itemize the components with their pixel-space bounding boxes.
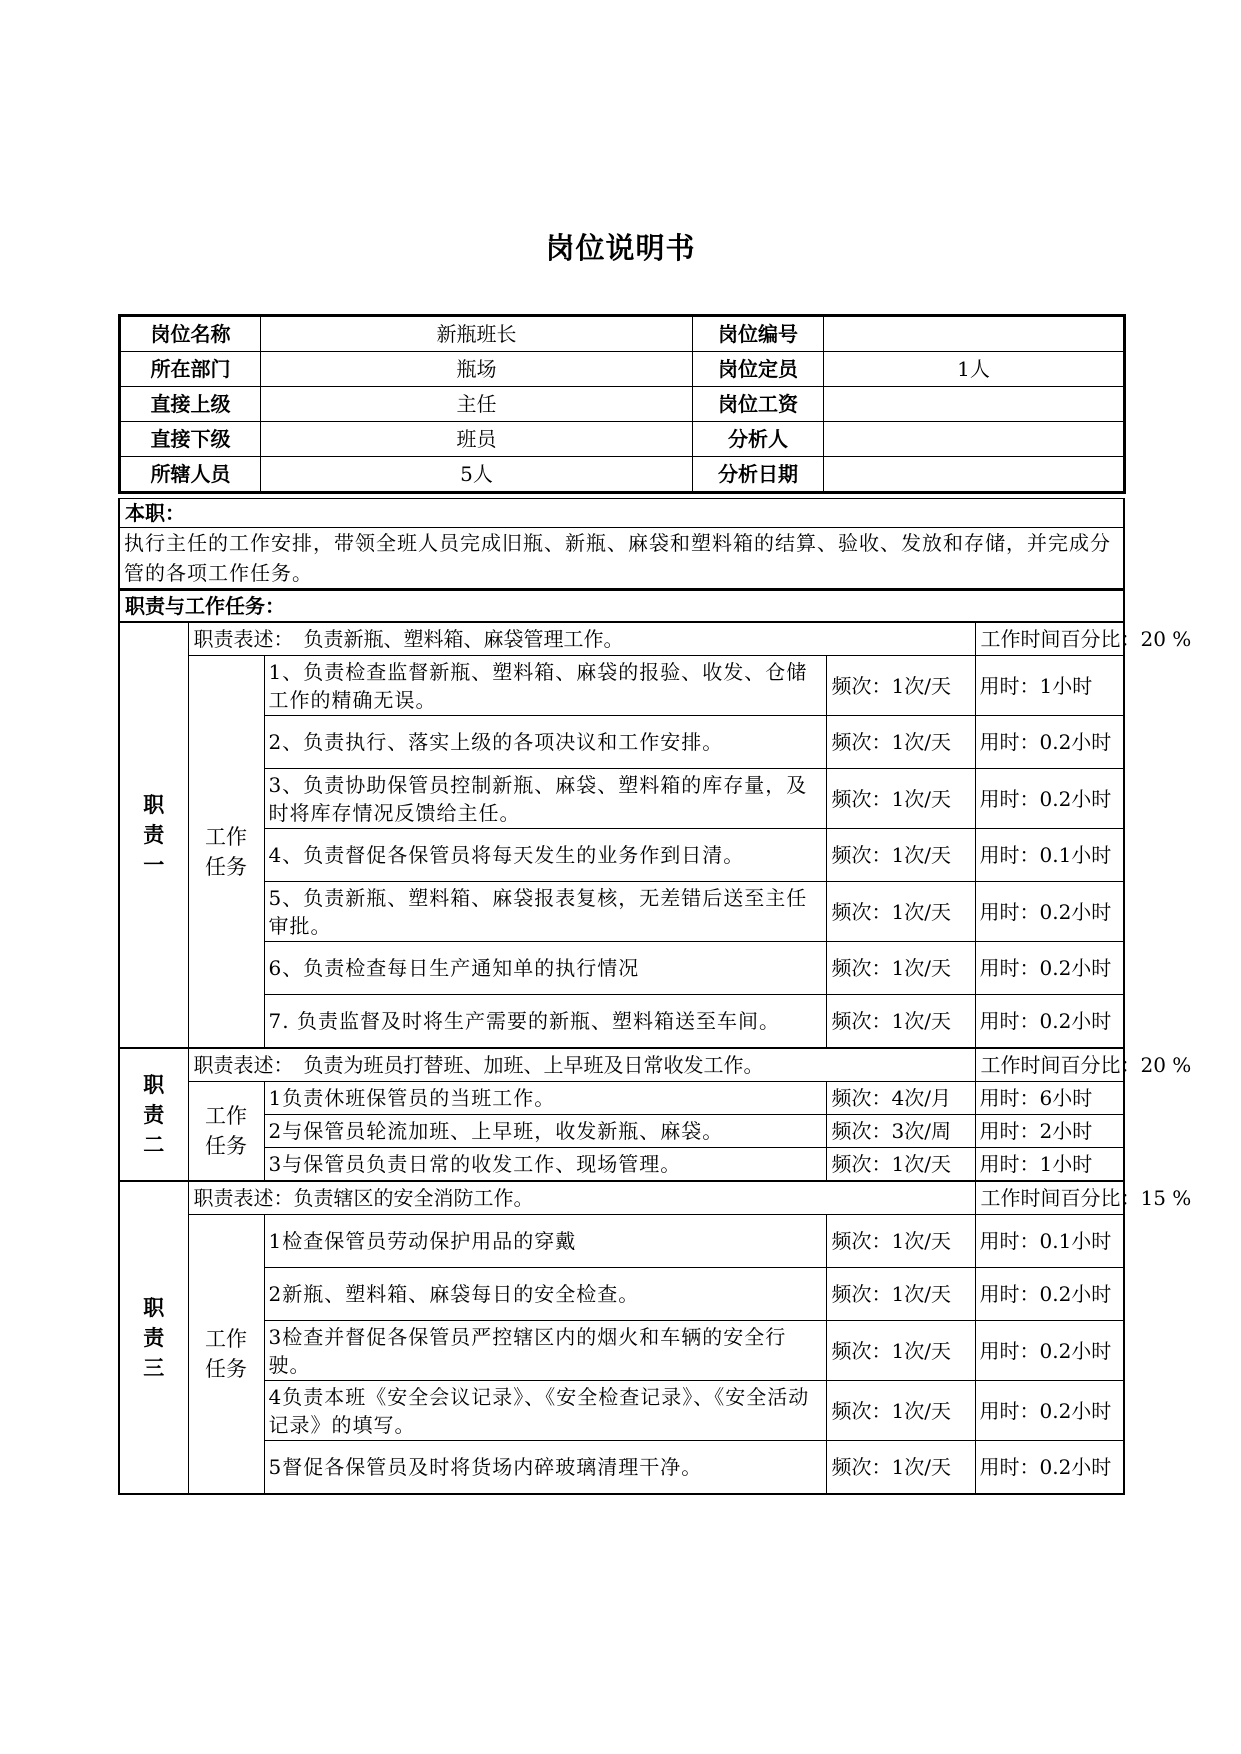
task-duration: 用时：1小时 <box>975 1148 1124 1182</box>
task-text: 2、负责执行、落实上级的各项决议和工作安排。 <box>264 716 826 769</box>
task-frequency: 频次：1次/天 <box>826 942 975 995</box>
main-duty-text: 执行主任的工作安排，带领全班人员完成旧瓶、新瓶、麻袋和塑料箱的结算、验收、发放和存储，并完成分管的各项工作任务。 <box>119 528 1124 590</box>
task-frequency: 频次：1次/天 <box>826 1321 975 1381</box>
task-duration: 用时：6小时 <box>975 1082 1124 1115</box>
info-value <box>824 422 1125 457</box>
task-row <box>119 1115 1124 1148</box>
info-value: 5人 <box>261 457 693 493</box>
task-text: 4、负责督促各保管员将每天发生的业务作到日清。 <box>264 829 826 882</box>
time-percentage: 工作时间百分比：20 % <box>975 622 1124 656</box>
duty-label-text: 职责三 <box>143 1295 165 1380</box>
info-value: 主任 <box>261 387 693 422</box>
task-frequency: 频次：4次/月 <box>826 1082 975 1115</box>
duties-heading-row <box>119 590 1124 623</box>
task-row <box>119 656 1124 716</box>
duty-description-row <box>119 1048 1124 1082</box>
task-frequency: 频次：1次/天 <box>826 995 975 1049</box>
task-label <box>188 656 264 1049</box>
task-text: 1、负责检查监督新瓶、塑料箱、麻袋的报验、收发、仓储工作的精确无误。 <box>264 656 826 716</box>
task-text: 5、负责新瓶、塑料箱、麻袋报表复核，无差错后送至主任审批。 <box>264 882 826 942</box>
task-row <box>119 995 1124 1049</box>
task-duration: 用时：0.2小时 <box>975 1321 1124 1381</box>
task-frequency: 频次：1次/天 <box>826 1268 975 1321</box>
task-frequency: 频次：1次/天 <box>826 1381 975 1441</box>
task-row <box>119 1268 1124 1321</box>
task-label <box>188 1082 264 1182</box>
duty-description-row <box>119 622 1124 656</box>
task-duration: 用时：0.2小时 <box>975 995 1124 1049</box>
main-duty-text-row <box>119 528 1124 590</box>
time-percentage: 工作时间百分比：15 % <box>975 1181 1124 1215</box>
info-label: 岗位编号 <box>693 316 824 352</box>
task-frequency: 频次：1次/天 <box>826 882 975 942</box>
task-duration: 用时：0.2小时 <box>975 769 1124 829</box>
info-value: 新瓶班长 <box>261 316 693 352</box>
task-duration: 用时：0.2小时 <box>975 882 1124 942</box>
info-value <box>824 316 1125 352</box>
duty-description-row <box>119 1181 1124 1215</box>
page-title: 岗位说明书 <box>545 231 696 265</box>
info-value: 瓶场 <box>261 352 693 387</box>
info-label: 分析日期 <box>693 457 824 493</box>
task-duration: 用时：0.2小时 <box>975 1268 1124 1321</box>
info-label: 分析人 <box>693 422 824 457</box>
main-duty-heading: 本职： <box>119 499 1124 528</box>
task-text: 1检查保管员劳动保护用品的穿戴 <box>264 1215 826 1268</box>
duty-label-text: 职责一 <box>143 793 165 877</box>
info-row <box>120 457 1125 493</box>
task-row <box>119 1215 1124 1268</box>
task-duration: 用时：0.1小时 <box>975 829 1124 882</box>
task-frequency: 频次：1次/天 <box>826 656 975 716</box>
info-value: 班员 <box>261 422 693 457</box>
task-label-text: 工作任务 <box>205 1327 247 1381</box>
task-duration: 用时：0.1小时 <box>975 1215 1124 1268</box>
info-value <box>824 457 1125 493</box>
info-label: 直接下级 <box>120 422 261 457</box>
task-text: 3检查并督促各保管员严控辖区内的烟火和车辆的安全行驶。 <box>264 1321 826 1381</box>
task-duration: 用时：0.2小时 <box>975 1381 1124 1441</box>
info-row <box>120 422 1125 457</box>
duty-label <box>119 1181 188 1494</box>
task-label <box>188 1215 264 1495</box>
task-text: 4负责本班《安全会议记录》、《安全检查记录》、《安全活动记录》的填写。 <box>264 1381 826 1441</box>
task-frequency: 频次：3次/周 <box>826 1115 975 1148</box>
task-duration: 用时：0.2小时 <box>975 716 1124 769</box>
task-row <box>119 1082 1124 1115</box>
task-duration: 用时：0.2小时 <box>975 942 1124 995</box>
task-frequency: 频次：1次/天 <box>826 1148 975 1182</box>
task-duration: 用时：2小时 <box>975 1115 1124 1148</box>
info-label: 直接上级 <box>120 387 261 422</box>
task-text: 1负责休班保管员的当班工作。 <box>264 1082 826 1115</box>
duties-heading: 职责与工作任务： <box>119 590 1124 623</box>
task-row <box>119 1321 1124 1381</box>
task-text: 6、负责检查每日生产通知单的执行情况 <box>264 942 826 995</box>
task-frequency: 频次：1次/天 <box>826 829 975 882</box>
task-row <box>119 882 1124 942</box>
task-text: 7. 负责监督及时将生产需要的新瓶、塑料箱送至车间。 <box>264 995 826 1049</box>
task-text: 2与保管员轮流加班、上早班，收发新瓶、麻袋。 <box>264 1115 826 1148</box>
info-row <box>120 352 1125 387</box>
time-percentage: 工作时间百分比：20 % <box>975 1048 1124 1082</box>
duty-description: 职责表述：负责辖区的安全消防工作。 <box>188 1181 975 1215</box>
task-text: 5督促各保管员及时将货场内碎玻璃清理干净。 <box>264 1441 826 1495</box>
duty-description: 职责表述： 负责为班员打替班、加班、上早班及日常收发工作。 <box>188 1048 975 1082</box>
duty-table <box>118 498 1192 1495</box>
info-label: 所在部门 <box>120 352 261 387</box>
task-row <box>119 1381 1124 1441</box>
duty-description: 职责表述： 负责新瓶、塑料箱、麻袋管理工作。 <box>188 622 975 656</box>
info-value: 1人 <box>824 352 1125 387</box>
task-frequency: 频次：1次/天 <box>826 1441 975 1495</box>
duty-label <box>119 1048 188 1181</box>
task-duration: 用时：0.2小时 <box>975 1441 1124 1495</box>
task-row <box>119 942 1124 995</box>
duty-label <box>119 622 188 1048</box>
info-value <box>824 387 1125 422</box>
info-label: 岗位定员 <box>693 352 824 387</box>
task-label-text: 工作任务 <box>205 824 247 879</box>
task-row <box>119 1441 1124 1495</box>
task-text: 2新瓶、塑料箱、麻袋每日的安全检查。 <box>264 1268 826 1321</box>
info-label: 所辖人员 <box>120 457 261 493</box>
task-row <box>119 1148 1124 1182</box>
duty-label-text: 职责二 <box>143 1072 165 1157</box>
info-row <box>120 316 1125 352</box>
task-label-text: 工作任务 <box>205 1104 247 1158</box>
info-row <box>120 387 1125 422</box>
main-duty-heading-row <box>119 499 1124 528</box>
basic-info-table <box>118 314 1126 494</box>
task-row <box>119 769 1124 829</box>
info-label: 岗位工资 <box>693 387 824 422</box>
info-label: 岗位名称 <box>120 316 261 352</box>
task-duration: 用时：1小时 <box>975 656 1124 716</box>
task-frequency: 频次：1次/天 <box>826 716 975 769</box>
task-row <box>119 829 1124 882</box>
task-text: 3、负责协助保管员控制新瓶、麻袋、塑料箱的库存量，及时将库存情况反馈给主任。 <box>264 769 826 829</box>
task-row <box>119 716 1124 769</box>
task-frequency: 频次：1次/天 <box>826 1215 975 1268</box>
task-frequency: 频次：1次/天 <box>826 769 975 829</box>
task-text: 3与保管员负责日常的收发工作、现场管理。 <box>264 1148 826 1182</box>
